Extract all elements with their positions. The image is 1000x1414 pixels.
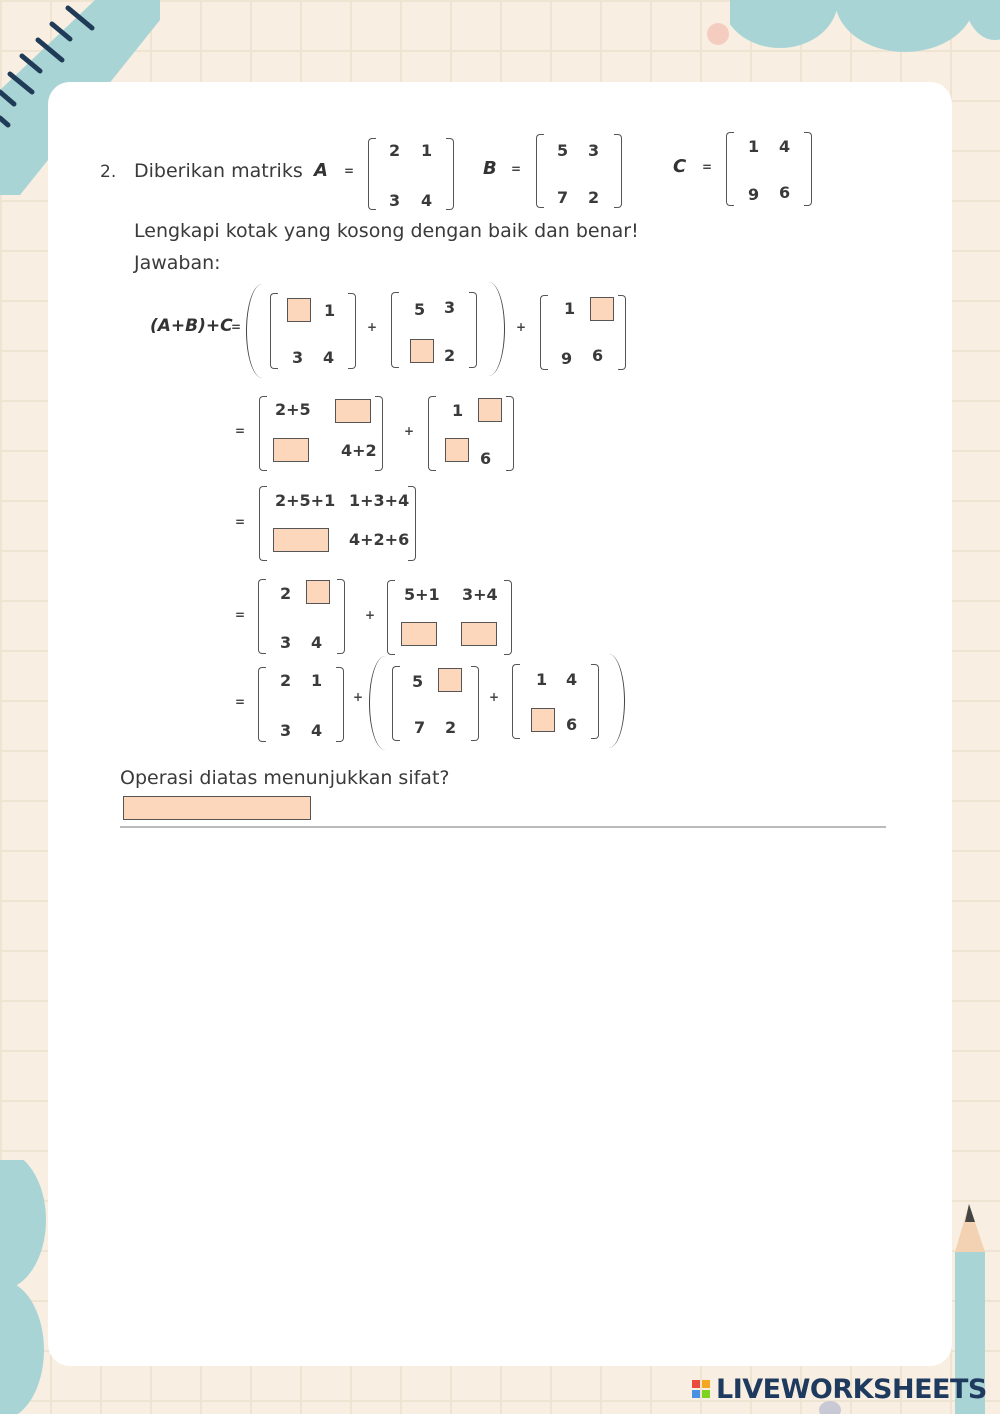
blob-top-right xyxy=(730,0,1000,60)
matrix-cell: 3 xyxy=(280,721,292,740)
plus-sign: + xyxy=(516,320,527,334)
matrix-cell: 4+2+6 xyxy=(349,530,410,549)
matrix-cell: 6 xyxy=(480,449,492,468)
step4-m2-left-bracket xyxy=(387,580,395,655)
matrix-a-label: A xyxy=(314,160,328,181)
plus-sign: + xyxy=(489,690,500,704)
plus-sign: + xyxy=(365,608,376,622)
matrix-cell: 2 xyxy=(444,346,456,365)
answer-box[interactable] xyxy=(461,622,497,646)
matrix-cell: 2+5 xyxy=(275,400,311,419)
answer-box[interactable] xyxy=(590,297,614,321)
step4-m1-right-bracket xyxy=(337,579,345,654)
answer-box[interactable] xyxy=(273,438,309,462)
question-number: 2. xyxy=(100,162,117,182)
matrix-cell: 1 xyxy=(536,670,548,689)
liveworksheets-logo-icon xyxy=(692,1380,710,1398)
step3-m-left-bracket xyxy=(259,486,267,561)
equals-sign: = xyxy=(235,608,246,622)
matrix-a-cell: 4 xyxy=(421,191,433,210)
plus-sign: + xyxy=(404,424,415,438)
matrix-cell: 1 xyxy=(452,401,464,420)
matrix-b-cell: 3 xyxy=(588,141,600,160)
step2-m2-left-bracket xyxy=(428,396,436,471)
answer-box[interactable] xyxy=(401,622,437,646)
step1-m2-left-bracket xyxy=(391,292,399,368)
left-parenthesis xyxy=(246,284,273,378)
answer-box[interactable] xyxy=(445,438,469,462)
matrix-c-cell: 4 xyxy=(779,137,791,156)
step4-m2-right-bracket xyxy=(504,580,512,655)
expression-label: (A+B)+C xyxy=(150,316,233,336)
matrix-cell: 4 xyxy=(311,721,323,740)
equals-sign: = xyxy=(235,515,246,529)
matrix-cell: 5+1 xyxy=(404,585,440,604)
matrix-a-left-bracket xyxy=(368,138,376,210)
step5-m1-right-bracket xyxy=(336,667,344,742)
step2-m2-right-bracket xyxy=(506,396,514,471)
closing-question: Operasi diatas menunjukkan sifat? xyxy=(120,767,450,789)
matrix-c-left-bracket xyxy=(726,132,734,206)
matrix-cell: 1 xyxy=(324,301,336,320)
matrix-cell: 4+2 xyxy=(341,441,377,460)
question-intro: Diberikan matriks xyxy=(134,160,303,182)
matrix-b-right-bracket xyxy=(614,134,622,208)
matrix-cell: 6 xyxy=(592,346,604,365)
step1-m1-right-bracket xyxy=(348,293,356,369)
matrix-cell: 1 xyxy=(311,671,323,690)
plus-sign: + xyxy=(353,690,364,704)
step1-m1-left-bracket xyxy=(270,293,278,369)
liveworksheets-logo: LIVEWORKSHEETS xyxy=(716,1374,987,1405)
matrix-cell: 4 xyxy=(566,670,578,689)
step4-m1-left-bracket xyxy=(258,579,266,654)
matrix-cell: 7 xyxy=(414,718,426,737)
plus-sign: + xyxy=(367,320,378,334)
matrix-cell: 9 xyxy=(561,349,573,368)
step5-m3-left-bracket xyxy=(512,664,520,739)
matrix-c-cell: 9 xyxy=(748,185,760,204)
equals-sign: = xyxy=(702,160,713,174)
instruction-text: Lengkapi kotak yang kosong dengan baik dan benar! xyxy=(134,220,639,242)
worksheet-card xyxy=(48,82,952,1366)
answer-box[interactable] xyxy=(531,708,555,732)
step5-m1-left-bracket xyxy=(258,667,266,742)
matrix-cell: 2 xyxy=(445,718,457,737)
step1-m3-left-bracket xyxy=(540,295,548,370)
matrix-cell: 1+3+4 xyxy=(349,491,410,510)
matrix-c-label: C xyxy=(673,156,687,177)
answer-box[interactable] xyxy=(287,298,311,322)
step2-m1-left-bracket xyxy=(259,396,267,471)
step1-m2-right-bracket xyxy=(469,292,477,368)
matrix-a-cell: 3 xyxy=(389,191,401,210)
divider xyxy=(120,826,886,828)
matrix-cell: 2 xyxy=(280,584,292,603)
equals-sign: = xyxy=(511,162,522,176)
step1-m3-right-bracket xyxy=(618,295,626,370)
small-circle-decoration xyxy=(706,22,730,46)
answer-box[interactable] xyxy=(438,668,462,692)
equals-sign: = xyxy=(235,695,246,709)
answer-box[interactable] xyxy=(410,339,434,363)
matrix-c-cell: 1 xyxy=(748,137,760,156)
matrix-b-cell: 7 xyxy=(557,188,569,207)
equals-sign: = xyxy=(231,320,242,334)
matrix-cell: 5 xyxy=(412,672,424,691)
answer-box[interactable] xyxy=(478,398,502,422)
equals-sign: = xyxy=(235,424,246,438)
matrix-cell: 6 xyxy=(566,715,578,734)
matrix-cell: 1 xyxy=(564,299,576,318)
answer-label: Jawaban: xyxy=(134,252,221,274)
matrix-cell: 4 xyxy=(323,348,335,367)
step5-m2-left-bracket xyxy=(392,666,400,741)
matrix-cell: 2 xyxy=(280,671,292,690)
matrix-a-cell: 1 xyxy=(421,141,433,160)
matrix-a-right-bracket xyxy=(446,138,454,210)
matrix-b-cell: 2 xyxy=(588,188,600,207)
matrix-b-label: B xyxy=(483,158,497,179)
matrix-cell: 5 xyxy=(414,300,426,319)
answer-box[interactable] xyxy=(306,580,330,604)
matrix-cell: 3+4 xyxy=(462,585,498,604)
property-answer-box[interactable] xyxy=(123,796,311,820)
matrix-a-cell: 2 xyxy=(389,141,401,160)
matrix-b-left-bracket xyxy=(536,134,544,208)
step5-m2-right-bracket xyxy=(471,666,479,741)
answer-box[interactable] xyxy=(273,528,329,552)
matrix-c-right-bracket xyxy=(804,132,812,206)
equals-sign: = xyxy=(344,164,355,178)
matrix-b-cell: 5 xyxy=(557,141,569,160)
matrix-cell: 3 xyxy=(444,298,456,317)
matrix-cell: 2+5+1 xyxy=(275,491,336,510)
matrix-cell: 4 xyxy=(311,633,323,652)
matrix-cell: 3 xyxy=(292,348,304,367)
answer-box[interactable] xyxy=(335,399,371,423)
matrix-c-cell: 6 xyxy=(779,183,791,202)
matrix-cell: 3 xyxy=(280,633,292,652)
